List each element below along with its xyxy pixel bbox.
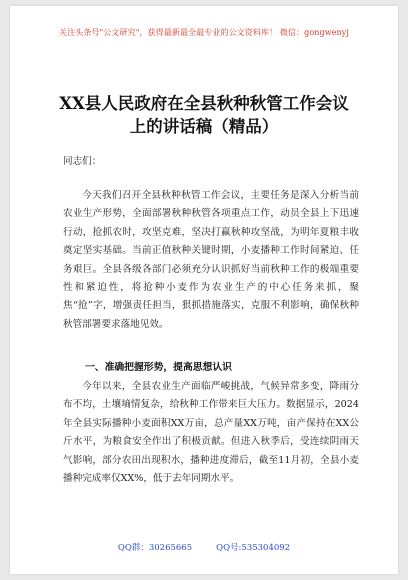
paragraph-situation: 今年以来，全县农业生产面临严峻挑战，气候异常多变，降雨分布不均，土壤墒情复杂，给秋种工作带来巨大压力。数据显示，2024年全县实际播种小麦面积XX万亩，总产量XX万吨，亩产保持在XX公斤水平，为粮食安全作出了积极贡献。但进入秋季后，受连续阴雨天气影响，部分农田出现积水，播种进度滞后，截至11月初，全县小麦播种完成率仅XX%，低于去年同期水平。 — [63, 381, 359, 485]
paragraph-intro: 今天我们召开全县秋种秋管工作会议，主要任务是深入分析当前农业生产形势，全面部署秋种秋管各项重点工作，动员全县上下迅速行动，抢抓农时，攻坚克难，坚决打赢秋种攻坚战，为明年夏粮丰收奠定坚实基础。当前正值秋种关键时期，小麦播种工作时间紧迫、任务艰巨。全县各级各部门必须充分认识抓好当前秋种工作的极端重要性和紧迫性，将抢种小麦作为农业生产的中心任务来抓，聚焦“抢”字，增强责任担当，狠抓措施落实，克服不利影响，确保秋种秋管部署要求落地见效。 — [63, 190, 359, 330]
qq-number-text: QQ号:535304092 — [216, 543, 291, 553]
qq-group-text: QQ群：30265665 — [117, 543, 193, 553]
title-line-1: XX县人民政府在全县秋种秋管工作会议 — [59, 94, 349, 113]
document-title — [10, 92, 398, 138]
title-line-2: 上的讲话稿（精品） — [129, 117, 279, 136]
section-heading: 一、准确把握形势，提高思想认识 — [85, 362, 232, 373]
document-page — [10, 6, 398, 574]
footer-contacts — [10, 541, 398, 553]
header-banner: 关注头条号"公文研究"，获得最新最全最专业的公文资料库！ 微信：gongwenyj — [59, 28, 349, 37]
salutation: 同志们： — [63, 156, 102, 167]
